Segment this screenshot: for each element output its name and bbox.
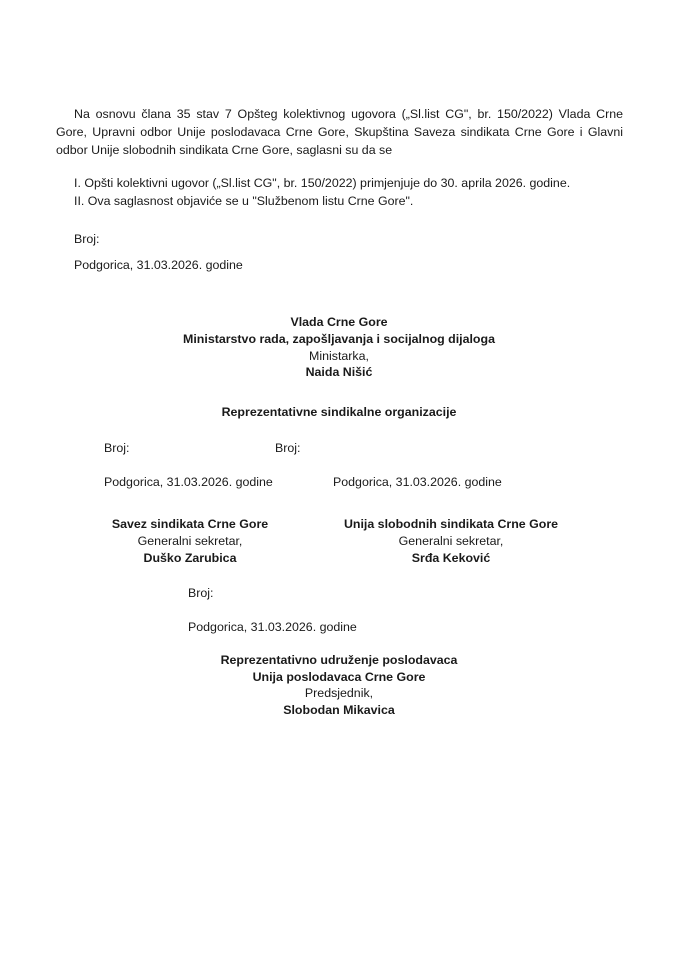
employers-broj: Broj:: [188, 586, 214, 600]
government-signatory: Naida Nišić: [305, 365, 373, 379]
employers-signatory: Slobodan Mikavica: [283, 703, 395, 717]
union-2-broj: Broj:: [275, 441, 301, 455]
union-1-signatory: Duško Zarubica: [143, 551, 237, 565]
employers-name: Unija poslodavaca Crne Gore: [252, 670, 426, 684]
intro-text: Na osnovu člana 35 stav 7 Opšteg kolektivnog ugovora („Sl.list CG", br. 150/2022) Vlada Crne Gore, Upravni odbor Unije poslodavaca Crne Gore, Skupština Saveza sindikata Crne Gore i Glavni odbor Unije slobodnih sindikata Crne Gore, saglasni su da se: [56, 107, 623, 157]
top-place-date: Podgorica, 31.03.2026. godine: [74, 258, 243, 272]
union-2-role: Generalni sekretar,: [398, 534, 504, 548]
top-broj: Broj:: [74, 232, 100, 246]
employers-role: Predsjednik,: [304, 686, 374, 700]
government-role: Ministarka,: [309, 349, 369, 363]
point-1: I. Opšti kolektivni ugovor („Sl.list CG", br. 150/2022) primjenjuje do 30. aprila 2026. godine.: [74, 176, 571, 190]
ministry-name: Ministarstvo rada, zapošljavanja i socijalnog dijaloga: [183, 332, 495, 346]
union-2-place-date: Podgorica, 31.03.2026. godine: [333, 475, 502, 489]
government-name: Vlada Crne Gore: [290, 315, 388, 329]
union-1-place-date: Podgorica, 31.03.2026. godine: [104, 475, 273, 489]
employers-heading: Reprezentativno udruženje poslodavaca: [220, 653, 458, 667]
intro-paragraph: [56, 105, 623, 159]
employers-place-date: Podgorica, 31.03.2026. godine: [188, 620, 357, 634]
union-1-broj: Broj:: [104, 441, 130, 455]
union-2-name: Unija slobodnih sindikata Crne Gore: [343, 517, 559, 531]
unions-heading: Reprezentativne sindikalne organizacije: [221, 405, 457, 419]
point-2: II. Ova saglasnost objaviće se u "Službenom listu Crne Gore".: [74, 194, 414, 208]
union-1-role: Generalni sekretar,: [137, 534, 243, 548]
union-1-name: Savez sindikata Crne Gore: [111, 517, 269, 531]
union-2-signatory: Srđa Keković: [411, 551, 491, 565]
